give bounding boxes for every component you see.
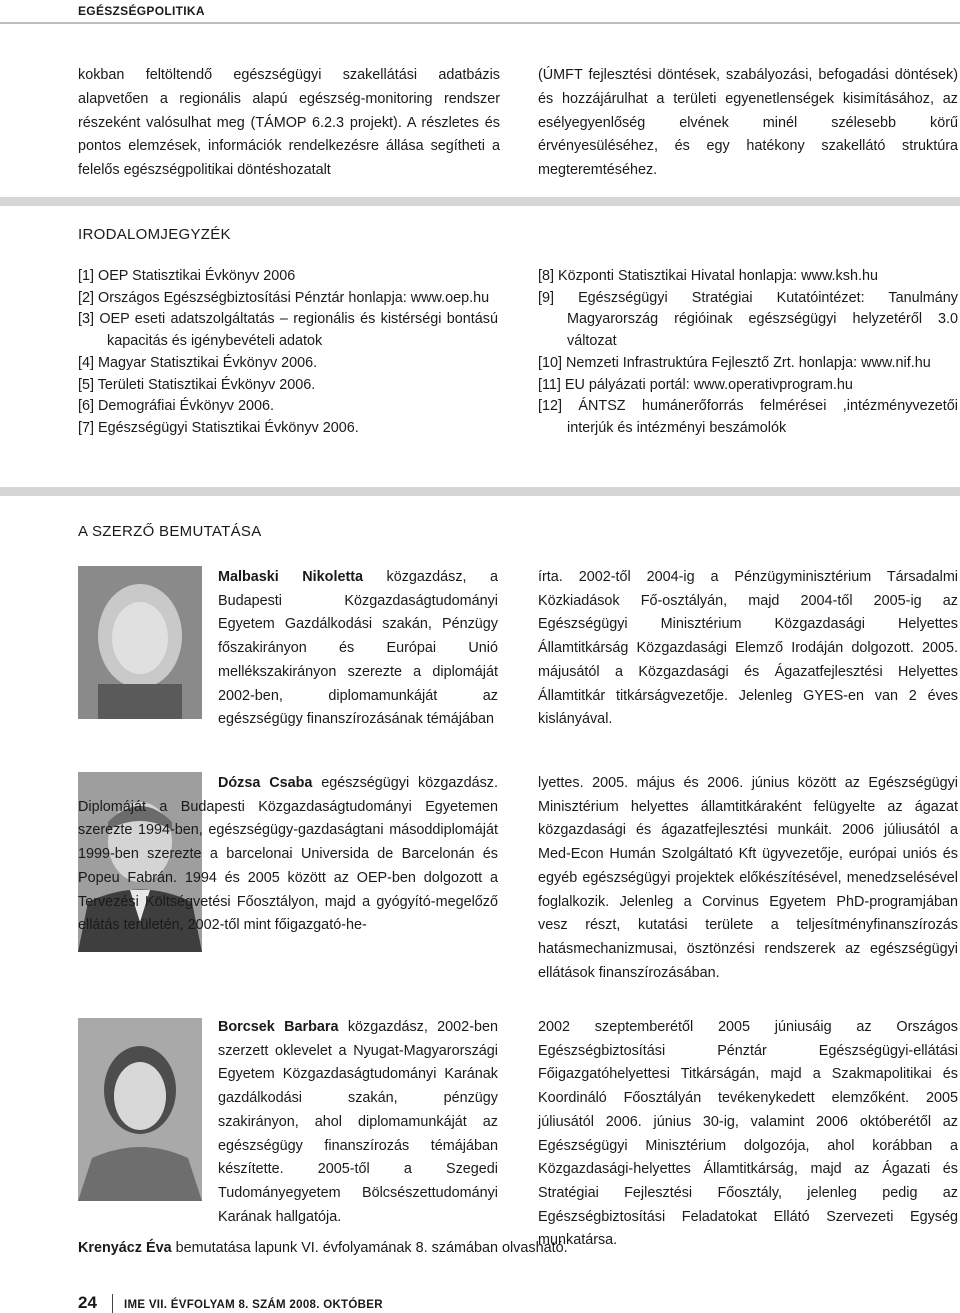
footer-divider <box>112 1294 113 1313</box>
author-name: Borcsek Barbara <box>218 1019 339 1035</box>
reference-item: [3] OEP eseti adatszolgáltatás – regionális és kistérségi bontású kapacitás és igénybevételi adatok <box>78 311 498 350</box>
reference-item: [1] OEP Statisztikai Évkönyv 2006 <box>78 268 296 284</box>
reference-item: [7] Egészségügyi Statisztikai Évkönyv 2006. <box>78 419 359 436</box>
reference-item: [11] EU pályázati portál: www.operativprogram.hu <box>538 376 853 393</box>
author-photo-malbaski <box>78 566 202 719</box>
section-divider <box>0 197 960 206</box>
references-title: IRODALOMJEGYZÉK <box>78 226 231 243</box>
page-number: 24 <box>78 1293 97 1312</box>
section-header: EGÉSZSÉGPOLITIKA <box>78 4 205 18</box>
bio-borcsek-left: Borcsek Barbara közgazdász, 2002-ben szerzett oklevelet a Nyugat-Magyarországi Egyetem Közgazdaságtudományi Karának gazdálkodási szakán, pénzügy szakirányon, ahol diplomamunkáját az egészségügy finanszírozás témájában készítette. 2005-től a Szegedi Tudományegyetem Bölcsészettudományi Karának hallgatója. <box>218 1019 498 1225</box>
bio-malbaski-right: írta. 2002-től 2004-ig a Pénzügyminisztérium Társadalmi Közkiadások Fő-osztályán, majd 2004-től 2005-ig az Egészségügyi Minisztérium Közgazdasági Helyettes Államtitkárság Közgazdasági Elemző Irodáján dolgozott. 2005. májusától a Közgazdasági és Ágazatfejlesztési Helyettes Államtitkár titkárságvezetője. Jelenleg GYES-en van 2 éves kislányával. <box>538 569 958 728</box>
reference-item: [8] Központi Statisztikai Hivatal honlapja: www.ksh.hu <box>538 268 878 284</box>
note-krenyacz: Krenyácz Éva bemutatása lapunk VI. évfolyamának 8. számában olvasható. <box>78 1240 568 1256</box>
bio-malbaski-left: Malbaski Nikoletta közgazdász, a Budapesti Közgazdaságtudományi Egyetem Gazdálkodási szakán, Pénzügy főszakirányon és Európai Unió mellékszakirányon szerezte a diplomáját 2002-ben, diplomamunkáját az egészségügy finanszírozásának témájában <box>218 569 498 728</box>
header-rule <box>0 22 960 24</box>
reference-item: [6] Demográfiai Évkönyv 2006. <box>78 398 274 415</box>
bio-dozsa-right: lyettes. 2005. május és 2006. június között az Egészségügyi Minisztérium helyettes államtitkáraként felügyelte az ágazat közgazdasági és ágazatfejlesztési munkáit. 2006 júliusától a Med-Econ Humán Szolgáltató Kft ügyvezetője, európai uniós és egyéb egészségügyi projektek előkészítésével, menedzselésével foglalkozik. Jelenleg a Corvinus Egyetem PhD-programjában vesz részt, kutatási területe a teljesítményfinanszírozás hatásmechanizmusai, ösztönzési rendszerek az egészségügyi ellátások finanszírozásában. <box>538 775 958 981</box>
references-list-left <box>78 266 498 440</box>
reference-item: [9] Egészségügyi Stratégiai Kutatóintézet: Tanulmány Magyarország régióinak egészségügyi helyzetéről 3.0 változat <box>538 289 958 350</box>
author-name: Krenyácz Éva <box>78 1240 172 1256</box>
reference-item: [2] Országos Egészségbiztosítási Pénztár honlapja: www.oep.hu <box>78 289 490 306</box>
authors-title: A SZERZŐ BEMUTATÁSA <box>78 523 262 540</box>
intro-left-paragraph: kokban feltöltendő egészségügyi szakellátási adatbázis alapvetően a regionális alapú egészség-monitoring rendszer részeként valósulhat meg (TÁMOP 6.2.3 projekt). A részletes és pontos elemzések, információk rendelkezésre állása segítheti a felelős egészségpolitikai döntéshozatalt <box>78 67 500 179</box>
author-photo-borcsek <box>78 1018 202 1201</box>
issue-label: IME VII. ÉVFOLYAM 8. SZÁM 2008. OKTÓBER <box>124 1299 383 1311</box>
reference-item: [4] Magyar Statisztikai Évkönyv 2006. <box>78 354 318 371</box>
references-list-right <box>538 266 958 440</box>
intro-right-paragraph: (ÚMFT fejlesztési döntések, szabályozási, befogadási döntések) és hozzájárulhat a területi egyenetlenségek kisimításához, az esélyegyenlőség elvének minél szélesebb körű érvényesüléséhez, és egy hatékony szakellátó struktúra megteremtéséhez. <box>538 67 958 179</box>
author-name: Dózsa Csaba <box>218 775 313 791</box>
bio-borcsek-right: 2002 szeptemberétől 2005 júniusáig az Országos Egészségbiztosítási Pénztár Egészségügyi-ellátási Főigazgatóhelyettesi Titkárságán, majd a Szakmapolitikai és Koordináló Főosztályán tevékenykedett elemzőként. 2005 júliusától 2006. június 30-ig, valamint 2006 októberétől az Egészségügyi Minisztérium dolgozója, ahol korábban a Közgazdasági-helyettes Államtitkárság, majd az Ágazati és Stratégiai Fejlesztési Főosztály, jelenleg pedig az Egészségbiztosítási Feladatokat Ellátó Szervezeti Egység munkatársa. <box>538 1019 958 1249</box>
author-name: Malbaski Nikoletta <box>218 569 364 585</box>
reference-item: [12] ÁNTSZ humánerőforrás felmérései ,intézményvezetői interjúk és intézményi beszámolók <box>538 398 958 436</box>
bio-dozsa-left: Dózsa Csaba egészségügyi közgazdász. Diplomáját a Budapesti Közgazdaságtudományi Egyetemen szerezte 1994-ben, egészségügy-gazdaságtani másoddiplomáját 1999-ben szerezte a barcelonai Universida de Barcelonán és Popeu Fabrán. 1994 és 2005 között az OEP-ben dolgozott a Tervezési Költségvetési Főosztályon, majd a gyógyító-megelőző ellátás területén, 2002-től mint főigazgató-he- <box>78 775 498 934</box>
section-divider <box>0 487 960 496</box>
reference-item: [5] Területi Statisztikai Évkönyv 2006. <box>78 376 316 393</box>
reference-item: [10] Nemzeti Infrastruktúra Fejlesztő Zrt. honlapja: www.nif.hu <box>538 354 931 371</box>
